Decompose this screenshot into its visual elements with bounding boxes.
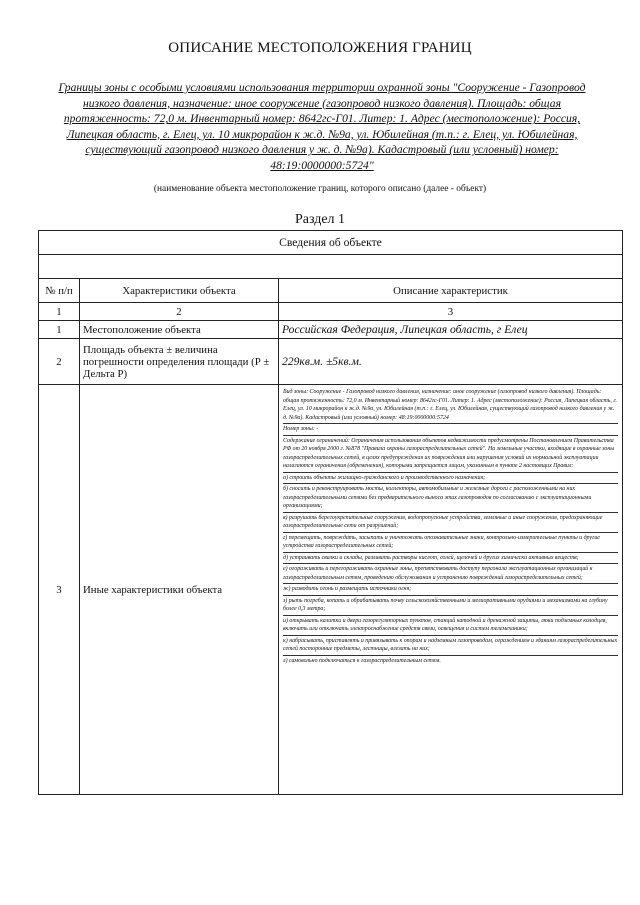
detail-paragraph: и) открывать калитки и двери газорегуляторных пунктов, станций катодной и дренажной защиты, люки подземных колодцев, включать или отключать электроснабжение средств связи, освещения и систем телемеханики; [283, 615, 618, 635]
detail-paragraph: г) перемещать, повреждать, засыпать и уничтожать опознавательные знаки, контрольно-измерительные пункты и другие устройства газораспределительных сетей; [283, 532, 618, 552]
row-characteristic: Площадь объекта ± величина погрешности определения площади (Р ± Дельта Р) [80, 339, 279, 385]
object-caption: (наименование объекта местоположение границ, которого описано (далее - объект) [153, 184, 487, 194]
row-number: 3 [39, 385, 80, 795]
row-number: 2 [39, 339, 80, 385]
table-row [39, 321, 623, 339]
detail-paragraph: е) огораживать и перегораживать охранные зоны, препятствовать доступу персонала эксплуатационных организаций к газораспределительным сетям, проведению обслуживания и устранению повреждений газораспределительных сетей; [283, 563, 618, 583]
row-value: Российская Федерация, Липецкая область, г Елец [279, 321, 623, 339]
column-number-1: 1 [39, 303, 80, 321]
column-header-number: № п/п [39, 279, 80, 303]
row-value: 229кв.м. ±5кв.м. [279, 339, 623, 385]
detail-paragraph: Вид зоны: Сооружение - Газопровод низкого давления, назначение: иное сооружение (газопровод низкого давления). Площадь: общая протяженность: 72,0 м. Инвентарный номер: 8642гс-Г01. Литер: 1. Адрес (местоположение): Россия, Липецкая область, г. Елец, ул. 10 микрорайон к ж.д. №9а, ул. Юбилейная (т.п.: г. Елец, ул. Юбилейная, существующий газопровод низкого давления у ж. д. №9а). Кадастровый (или условный) номер: 48:19:0000000:5724 [283, 389, 618, 421]
detail-paragraph: з) рыть погреба, копать и обрабатывать почву сельскохозяйственными и мелиоративными орудиями и механизмами на глубину более 0,3 метра; [283, 595, 618, 615]
object-info-table [38, 230, 623, 795]
column-number-2: 2 [80, 303, 279, 321]
row-characteristic: Местоположение объекта [80, 321, 279, 339]
row-details [279, 385, 623, 795]
row-characteristic: Иные характеристики объекта [80, 385, 279, 795]
detail-paragraph: к) набрасывать, приставлять и привязывать к опорам и надземным газопроводам, ограждениям и зданиям газораспределительных сетей посторонние предметы, лестницы, влезать на них; [283, 635, 618, 655]
table-row [39, 339, 623, 385]
column-header-description: Описание характеристик [279, 279, 623, 303]
table-heading: Сведения об объекте [39, 231, 623, 255]
detail-paragraph: а) строить объекты жилищно-гражданского и производственного назначения; [283, 472, 618, 484]
column-number-3: 3 [279, 303, 623, 321]
detail-paragraph: Содержание ограничений: Ограничения использования объектов недвижимости предусмотрены Постановлением Правительства РФ от 20 ноября 2000 г. №878 "Правила охраны газораспределительных сетей". На земельные участки, входящие в охранные зоны газораспределительных сетей, в целях предупреждения их повреждения или нарушения условий их нормальной эксплуатации налагаются ограничения (обременения), которыми запрещается лицам, указанным в пункте 2 настоящих Правил: [283, 435, 618, 472]
document-title: ОПИСАНИЕ МЕСТОПОЛОЖЕНИЯ ГРАНИЦ [168, 40, 472, 56]
detail-paragraph: б) сносить и реконструировать мосты, коллекторы, автомобильные и железные дороги с расположенными на них газораспределительными сетями без предварительного выноса этих газопроводов по согласованию с эксплуатационными организациями; [283, 483, 618, 512]
detail-paragraph: Номер зоны: - [283, 423, 618, 435]
table-row [39, 385, 623, 795]
row-number: 1 [39, 321, 80, 339]
detail-paragraph: д) устраивать свалки и склады, разливать растворы кислот, солей, щелочей и других химически активных веществ; [283, 552, 618, 564]
section-title: Раздел 1 [294, 212, 346, 227]
table-spacer-row [39, 255, 623, 279]
column-header-characteristic: Характеристики объекта [80, 279, 279, 303]
detail-paragraph: в) разрушать берегоукрепительные сооружения, водопропускные устройства, земляные и иные сооружения, предохраняющие газораспределительные сети от разрушений; [283, 512, 618, 532]
detail-paragraph: л) самовольно подключаться к газораспределительным сетям. [283, 655, 618, 667]
detail-paragraph: ж) разводить огонь и размещать источники огня; [283, 583, 618, 595]
object-description: Границы зоны с особыми условиями использования территории охранной зоны "Сооружение - Газопровод низкого давления, назначение: иное сооружение (газопровод низкого давления). Площадь: общая протяженность: 72,0 м. Инвентарный номер: 8642гс-Г01. Литер: 1. Адрес (местоположение): Россия, Липецкая область, г. Елец, ул. 10 микрорайон к ж.д. №9а, ул. Юбилейная (т.п.: г. Елец, ул. Юбилейная, существующий газопровод низкого давления у ж. д. №9а). Кадастровый (или условный) номер: 48:19:0000000:5724" [58, 81, 586, 172]
